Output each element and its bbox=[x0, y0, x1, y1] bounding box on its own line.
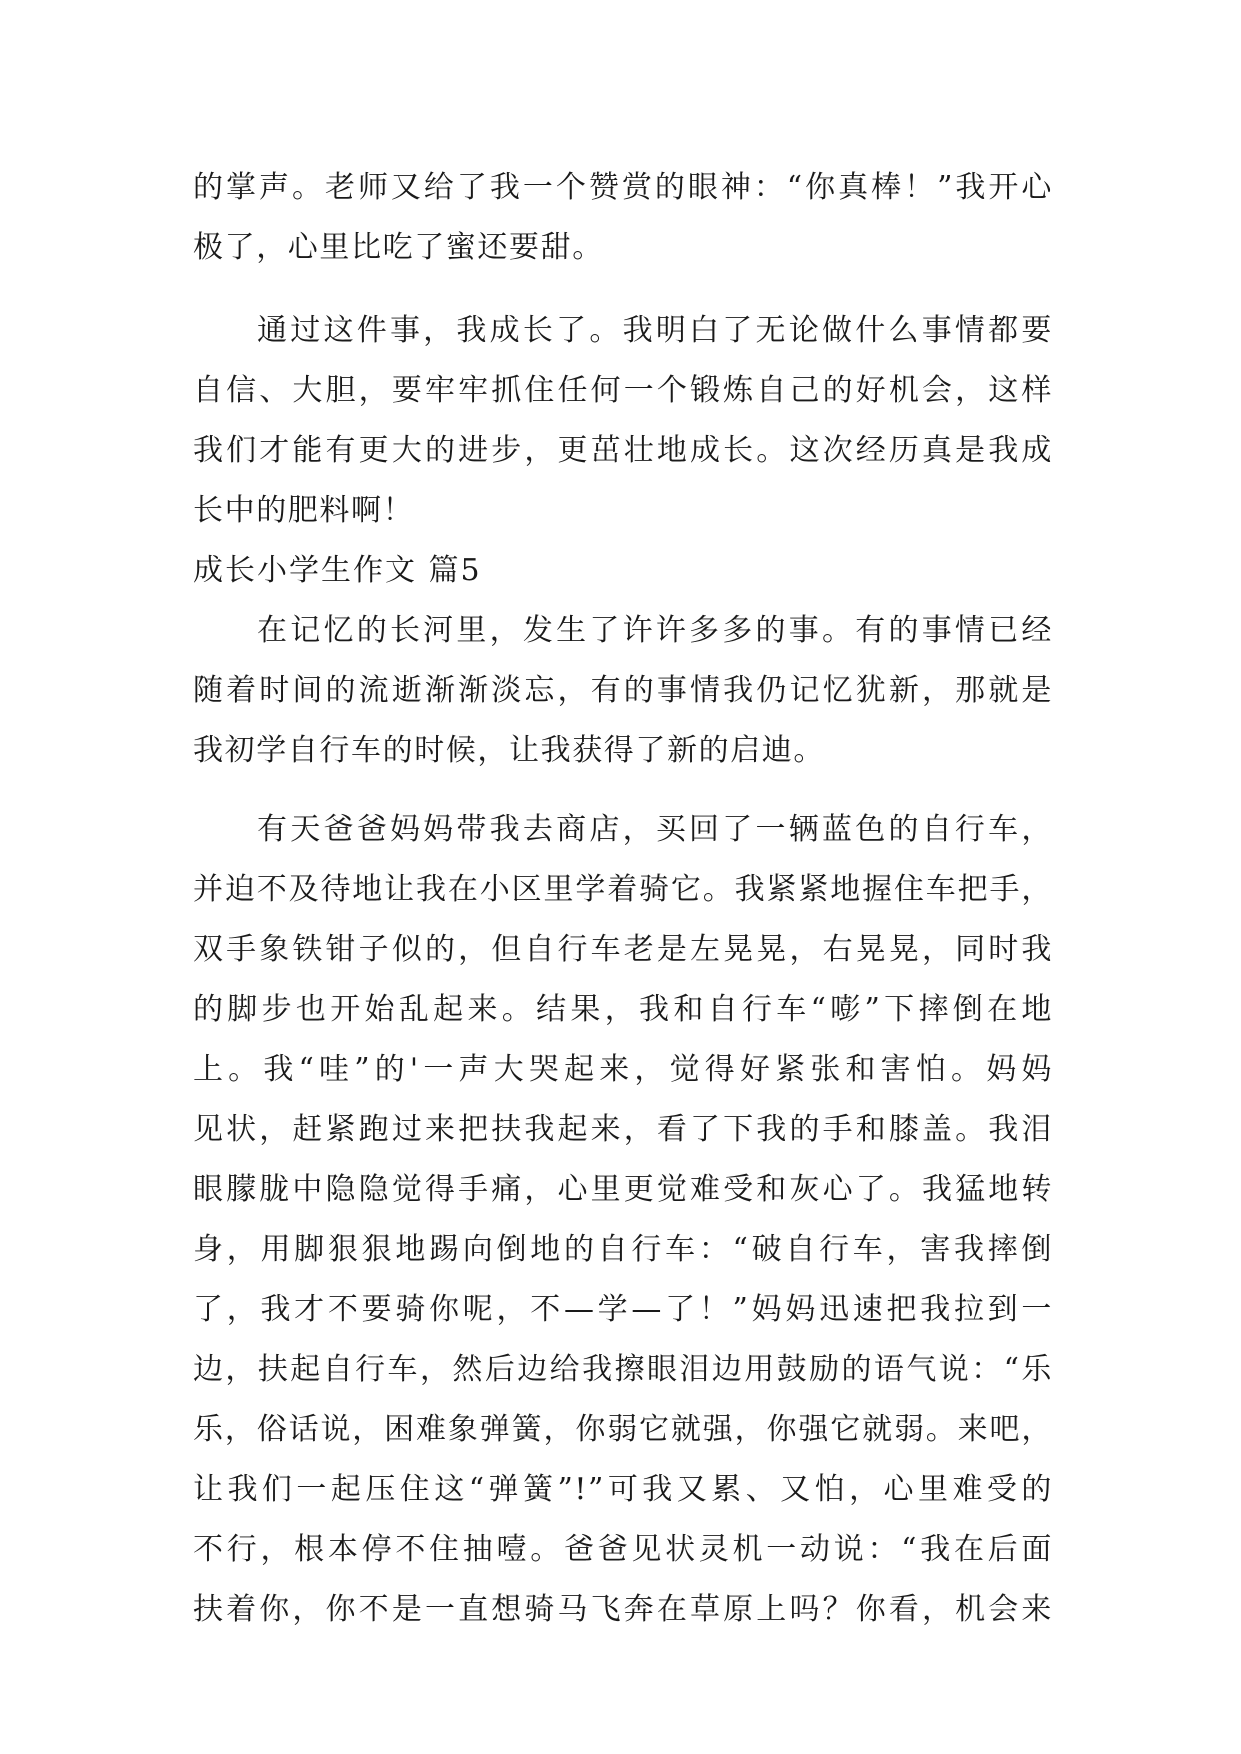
text-line: 长中的肥料啊！ bbox=[193, 493, 415, 528]
text-line: 眼朦胧中隐隐觉得手痛，心里更觉难受和灰心了。我猛地转 bbox=[193, 1172, 1053, 1207]
text-line: 随着时间的流逝渐渐淡忘，有的事情我仍记忆犹新，那就是 bbox=[193, 673, 1053, 708]
text-line: 见状，赶紧跑过来把扶我起来，看了下我的手和膝盖。我泪 bbox=[193, 1112, 1053, 1147]
text-line: 的脚步也开始乱起来。结果，我和自行车“嘭”下摔倒在地 bbox=[193, 992, 1053, 1027]
section-heading: 成长小学生作文 篇5 bbox=[193, 553, 482, 588]
text-line: 扶着你，你不是一直想骑马飞奔在草原上吗？你看，机会来 bbox=[193, 1592, 1053, 1627]
text-line: 身，用脚狠狠地踢向倒地的自行车：“破自行车，害我摔倒 bbox=[193, 1232, 1053, 1267]
text-line: 我们才能有更大的进步，更茁壮地成长。这次经历真是我成 bbox=[193, 433, 1053, 468]
text-line: 的掌声。老师又给了我一个赞赏的眼神：“你真棒！”我开心 bbox=[193, 170, 1053, 205]
text-line: 极了，心里比吃了蜜还要甜。 bbox=[193, 230, 604, 265]
text-line: 让我们一起压住这“弹簧”!”可我又累、又怕，心里难受的 bbox=[193, 1472, 1053, 1507]
text-line: 我初学自行车的时候，让我获得了新的启迪。 bbox=[193, 733, 825, 768]
text-line: 乐，俗话说，困难象弹簧，你弱它就强，你强它就弱。来吧， bbox=[193, 1412, 1053, 1447]
text-line: 自信、大胆，要牢牢抓住任何一个锻炼自己的好机会，这样 bbox=[193, 373, 1053, 408]
text-line: 不行，根本停不住抽噎。爸爸见状灵机一动说：“我在后面 bbox=[193, 1532, 1053, 1567]
text-line: 在记忆的长河里，发生了许许多多的事。有的事情已经 bbox=[257, 613, 1053, 648]
text-line: 双手象铁钳子似的，但自行车老是左晃晃，右晃晃，同时我 bbox=[193, 932, 1053, 967]
text-line: 并迫不及待地让我在小区里学着骑它。我紧紧地握住车把手， bbox=[193, 872, 1053, 907]
text-line: 边，扶起自行车，然后边给我擦眼泪边用鼓励的语气说：“乐 bbox=[193, 1352, 1053, 1387]
text-line: 了，我才不要骑你呢，不—学—了！”妈妈迅速把我拉到一 bbox=[193, 1292, 1053, 1327]
text-line: 有天爸爸妈妈带我去商店，买回了一辆蓝色的自行车， bbox=[257, 812, 1053, 847]
text-line: 上。我“哇”的'一声大哭起来，觉得好紧张和害怕。妈妈 bbox=[193, 1052, 1053, 1087]
text-line: 通过这件事，我成长了。我明白了无论做什么事情都要 bbox=[257, 313, 1053, 348]
